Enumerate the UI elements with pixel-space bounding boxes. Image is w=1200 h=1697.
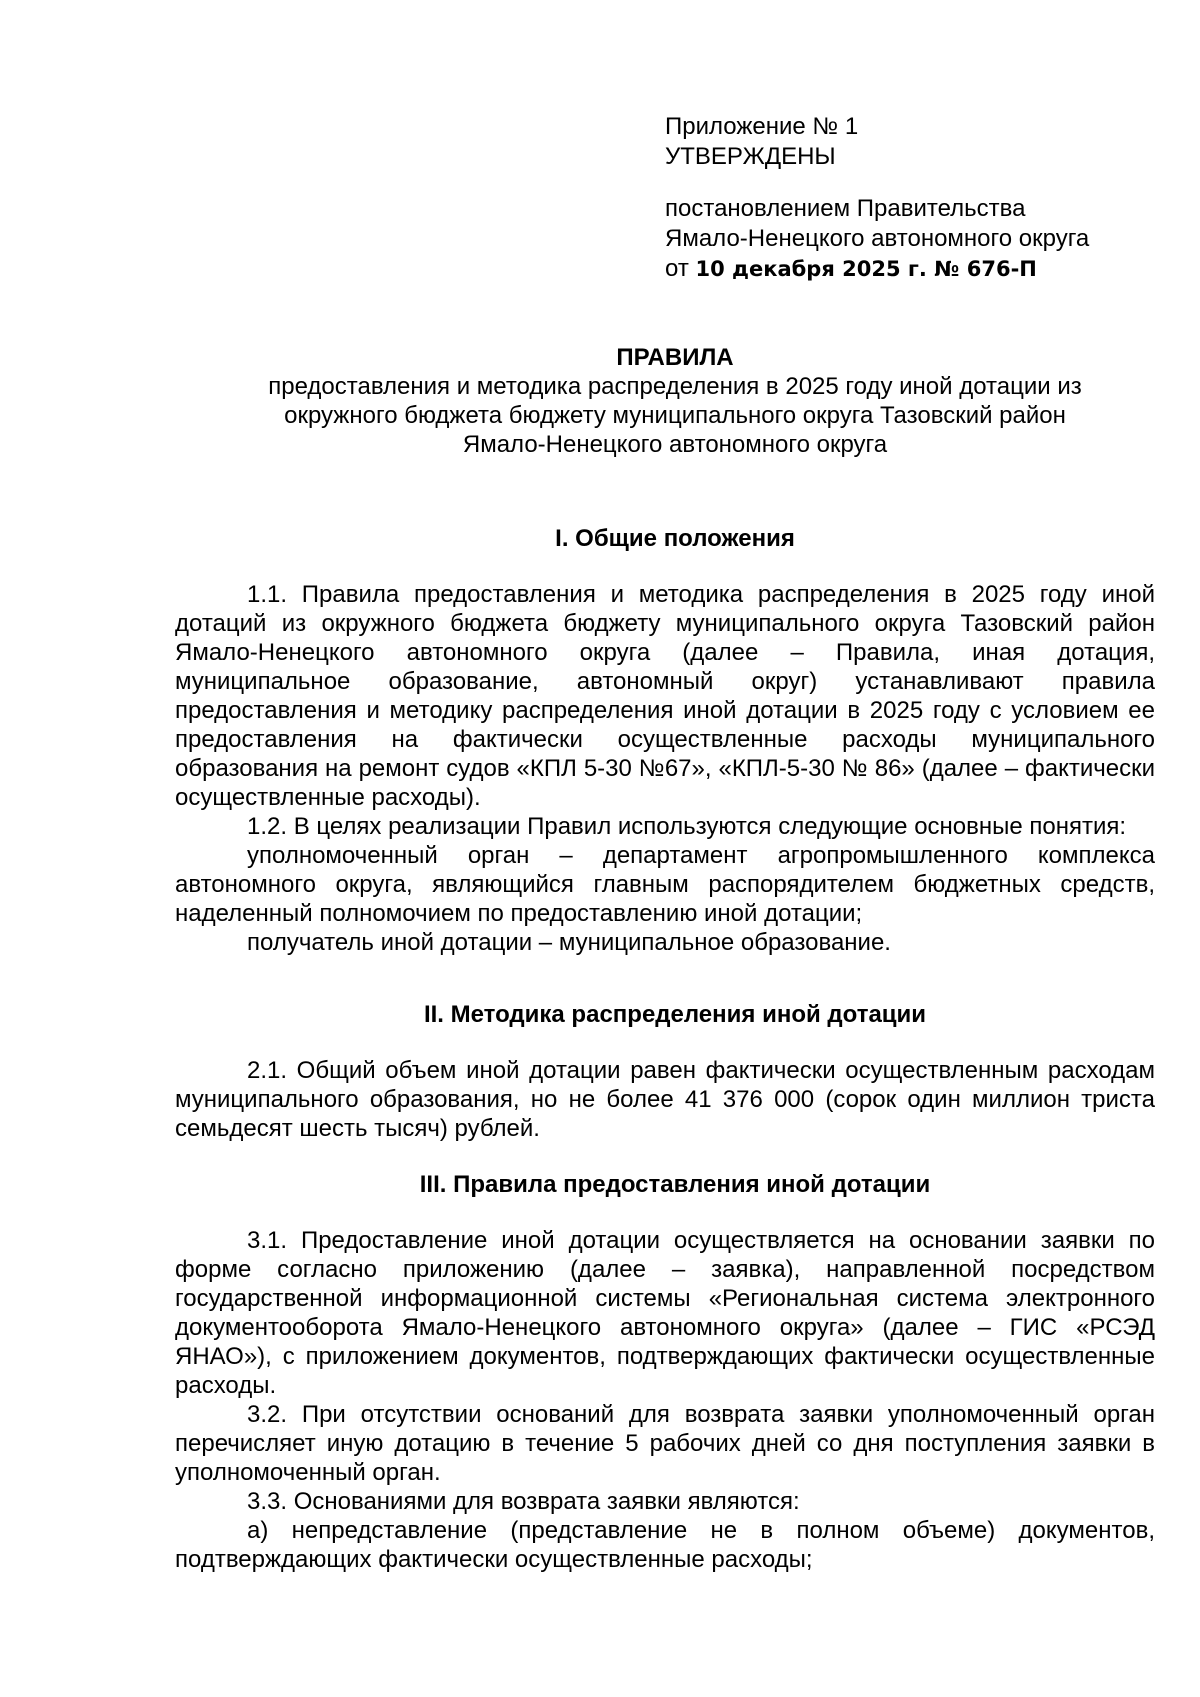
decree-line-2: Ямало-Ненецкого автономного округа — [665, 225, 1090, 252]
title-subtitle-1: предоставления и методика распределения в 2025 году иной дотации из — [268, 373, 1082, 400]
decree-line-1: постановлением Правительства — [665, 195, 1026, 222]
paragraph-3-1: 3.1. Предоставление иной дотации осуществляется на основании заявки по форме согласно приложению (далее – заявка), направленной посредством государственной информационной системы «Региональная система электронного документооборота Ямало-Ненецкого автономного округа» (далее – ГИС «РСЭД ЯНАО»), с приложением документов, подтверждающих фактически осуществленные расходы. — [175, 1227, 1155, 1399]
title-main: ПРАВИЛА — [616, 344, 734, 371]
title-subtitle-3: Ямало-Ненецкого автономного округа — [462, 431, 888, 458]
section-3-heading: III. Правила предоставления иной дотации — [419, 1171, 931, 1198]
paragraph-1-1: 1.1. Правила предоставления и методика распределения в 2025 году иной дотаций из окружного бюджета бюджету муниципального округа Тазовский район Ямало-Ненецкого автономного округа (далее – Правила, иная дотация, муниципальное образование, автономный округ) устанавливают правила предоставления и методику распределения иной дотации в 2025 году с условием ее предоставления на фактически осуществленные расходы муниципального образования на ремонт судов «КПЛ 5-30 №67», «КПЛ-5-30 № 86» (далее – фактически осуществленные расходы). — [175, 581, 1155, 811]
document-title — [175, 343, 1175, 459]
section-1-heading: I. Общие положения — [555, 525, 795, 552]
decree-date-line — [665, 254, 1165, 284]
decree-number: 10 декабря 2025 г. № 676-П — [695, 257, 1037, 281]
appendix-label: Приложение № 1 — [665, 113, 859, 140]
title-subtitle-2: окружного бюджета бюджету муниципального округа Тазовский район — [284, 402, 1066, 429]
approval-stamp — [665, 112, 1165, 284]
paragraph-3-3: 3.3. Основаниями для возврата заявки являются: — [247, 1488, 800, 1515]
paragraph-2-1: 2.1. Общий объем иной дотации равен фактически осуществленным расходам муниципального образования, но не более 41 376 000 (сорок один миллион триста семьдесят шесть тысяч) рублей. — [175, 1057, 1155, 1142]
section-2-body — [175, 1056, 1155, 1143]
paragraph-1-2-def-1: уполномоченный орган – департамент агропромышленного комплекса автономного округа, являющийся главным распорядителем бюджетных средств, наделенный полномочием по предоставлению иной дотации; — [175, 842, 1155, 927]
section-3-body — [175, 1226, 1155, 1574]
approved-label: УТВЕРЖДЕНЫ — [665, 143, 836, 170]
section-1-body — [175, 580, 1155, 957]
paragraph-1-2: 1.2. В целях реализации Правил используются следующие основные понятия: — [247, 813, 1127, 840]
section-2-heading: II. Методика распределения иной дотации — [423, 1001, 927, 1028]
paragraph-1-2-def-2: получатель иной дотации – муниципальное образование. — [247, 929, 891, 956]
decree-from-prefix: от — [665, 255, 689, 282]
paragraph-3-2: 3.2. При отсутствии оснований для возврата заявки уполномоченный орган перечисляет иную дотацию в течение 5 рабочих дней со дня поступления заявки в уполномоченный орган. — [175, 1401, 1155, 1486]
paragraph-3-3-a: а) непредставление (представление не в полном объеме) документов, подтверждающих фактически осуществленные расходы; — [175, 1517, 1155, 1573]
